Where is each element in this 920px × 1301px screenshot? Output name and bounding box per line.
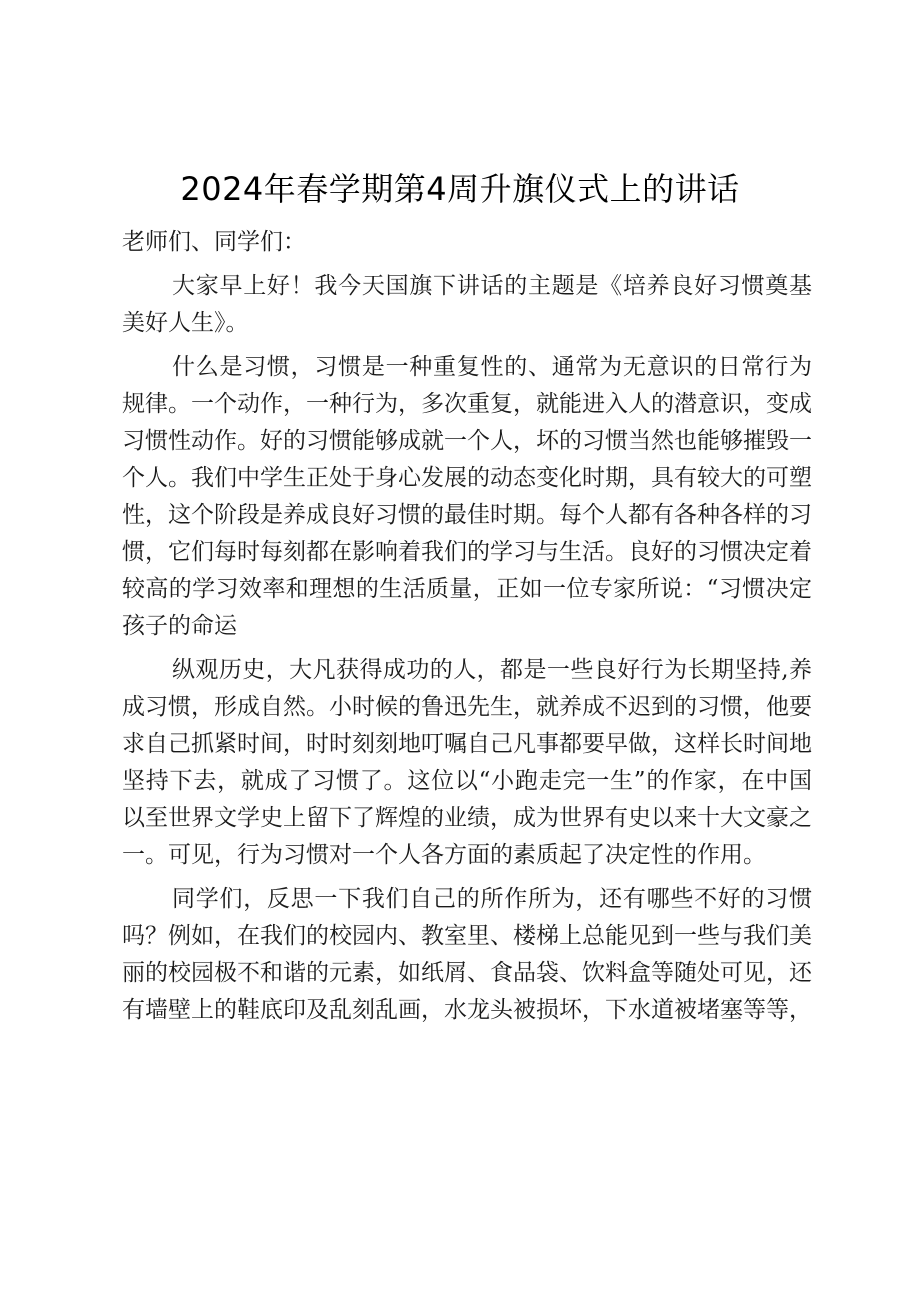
document-body — [122, 224, 812, 1029]
paragraph-greeting: 大家早上好！我今天国旗下讲话的主题是《培养良好习惯奠基美好人生》。 — [122, 273, 812, 336]
paragraph-history: 纵观历史，大凡获得成功的人，都是一些良好行为长期坚持,养成习惯，形成自然。小时候的鲁迅先生，就养成不迟到的习惯，他要求自己抓紧时间，时时刻刻地叮嘱自己凡事都要早做，这样长时间地坚持下去，就成了习惯了。这位以“小跑走完一生”的作家，在中国以至世界文学史上留下了辉煌的业绩，成为世界有史以来十大文豪之一。可见，行为习惯对一个人各方面的素质起了决定性的作用。 — [122, 657, 812, 868]
salutation: 老师们、同学们： — [122, 229, 306, 255]
document-title: 2024年春学期第4周升旗仪式上的讲话 — [180, 170, 740, 208]
paragraph-what-is-habit: 什么是习惯，习惯是一种重复性的、通常为无意识的日常行为规律。一个动作，一种行为，多次重复，就能进入人的潜意识，变成习惯性动作。好的习惯能够成就一个人，坏的习惯当然也能够摧毁一个人。我们中学生正处于身心发展的动态变化时期，具有较大的可塑性，这个阶段是养成良好习惯的最佳时期。每个人都有各种各样的习惯，它们每时每刻都在影响着我们的学习与生活。良好的习惯决定着较高的学习效率和理想的生活质量，正如一位专家所说：“习惯决定孩子的命运 — [122, 354, 812, 639]
paragraph-reflection: 同学们，反思一下我们自己的所作所为，还有哪些不好的习惯吗？例如，在我们的校园内、教室里、楼梯上总能见到一些与我们美丽的校园极不和谐的元素，如纸屑、食品袋、饮料盒等随处可见，还有墙壁上的鞋底印及乱刻乱画，水龙头被损坏，下水道被堵塞等等， — [122, 886, 812, 1023]
